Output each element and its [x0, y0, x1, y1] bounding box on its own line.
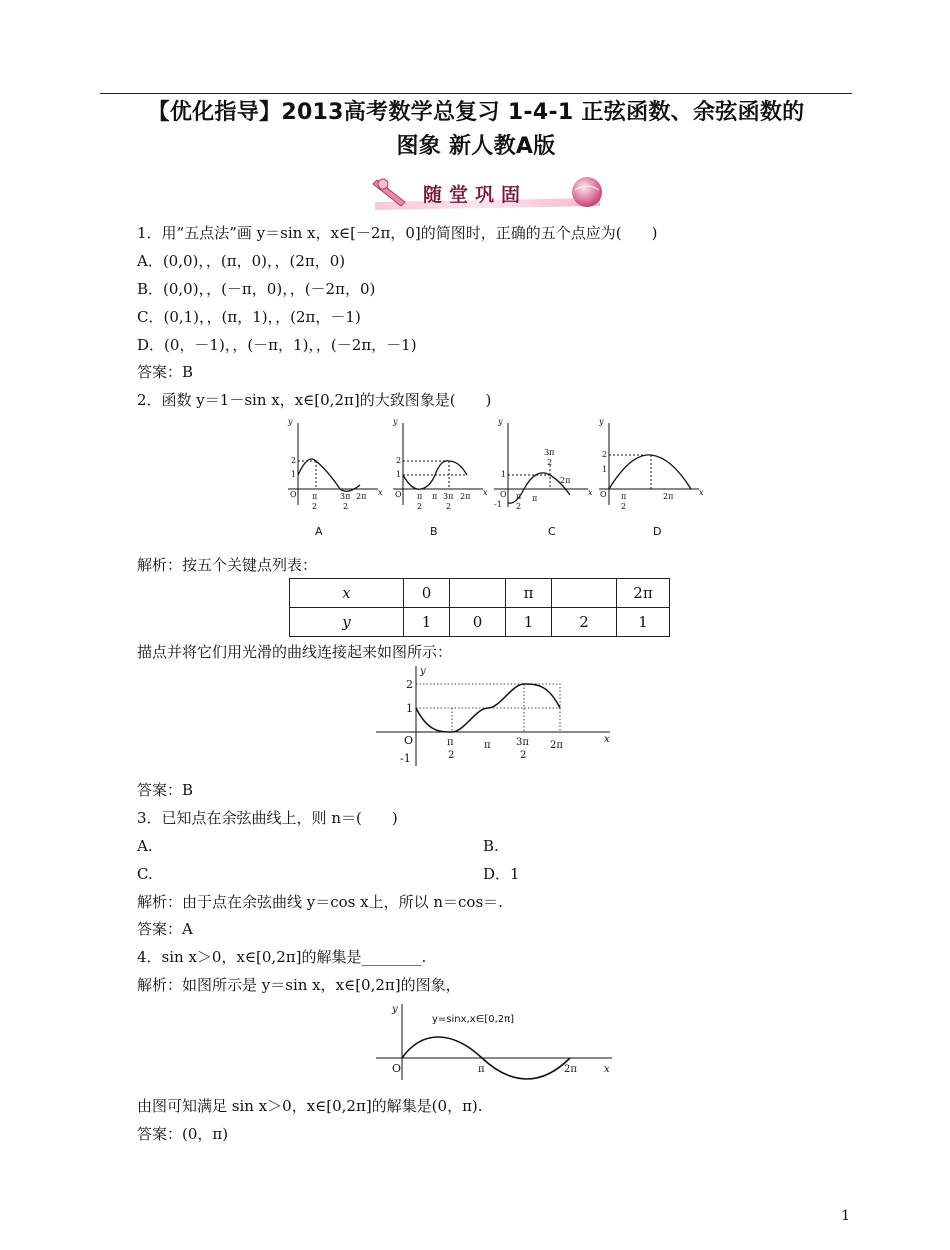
- svg-text:1: 1: [396, 470, 402, 479]
- svg-text:π: π: [312, 492, 318, 501]
- graph-label-d: D: [653, 525, 662, 538]
- q3-analysis: 解析：由于点在余弦曲线 y＝cos x上，所以 n＝cos＝.: [137, 893, 503, 911]
- svg-text:π: π: [484, 740, 491, 751]
- svg-text:x: x: [699, 488, 704, 497]
- q2-stem: 2．函数 y＝1－sin x，x∈[0,2π]的大致图象是( ): [137, 391, 492, 409]
- svg-text:y: y: [392, 1004, 398, 1015]
- table-row: [290, 608, 670, 637]
- q1-option-a: A．(0,0)，，(π，0)，，(2π，0): [137, 252, 346, 270]
- svg-text:1: 1: [291, 470, 297, 479]
- globe-icon: [572, 177, 602, 207]
- q3-option-c: C.: [137, 865, 153, 883]
- svg-text:O: O: [600, 490, 607, 499]
- svg-text:π: π: [447, 737, 454, 748]
- table-cell: 1: [617, 608, 670, 637]
- svg-text:2: 2: [547, 458, 553, 467]
- q2-solution-graph: [370, 662, 620, 770]
- svg-text:2: 2: [446, 502, 452, 511]
- svg-text:π: π: [532, 494, 538, 503]
- svg-text:3π: 3π: [516, 737, 529, 748]
- table-row: [290, 579, 670, 608]
- svg-text:2: 2: [417, 502, 423, 511]
- banner-text: 随堂巩固: [423, 184, 528, 206]
- table-cell: [552, 579, 617, 608]
- svg-text:π: π: [417, 492, 423, 501]
- q1-answer: 答案：B: [137, 363, 194, 381]
- q2-analysis: 解析：按五个关键点列表：: [137, 556, 318, 574]
- q4-answer: 答案：(0，π): [137, 1125, 229, 1143]
- svg-text:2: 2: [520, 750, 527, 761]
- svg-text:2π: 2π: [356, 492, 367, 501]
- svg-text:x: x: [604, 1064, 610, 1075]
- svg-text:x: x: [378, 488, 383, 497]
- graph-d: [598, 417, 704, 538]
- header-rule: [100, 93, 852, 94]
- graph-label-a: A: [315, 525, 323, 538]
- table-cell: 2: [552, 608, 617, 637]
- svg-text:2: 2: [312, 502, 318, 511]
- table-cell: y: [290, 608, 404, 637]
- svg-text:1: 1: [602, 465, 608, 474]
- svg-text:x: x: [604, 734, 610, 745]
- q2-answer: 答案：B: [137, 781, 194, 799]
- graph-label-b: B: [430, 525, 438, 538]
- q1-option-d: D．(0，－1)，，(－π，1)，，(－2π，－1): [137, 336, 417, 354]
- q4-conclusion: 由图可知满足 sin x＞0，x∈[0,2π]的解集是(0，π).: [137, 1097, 483, 1115]
- svg-text:3π: 3π: [443, 492, 454, 501]
- q4-sine-graph: [372, 1000, 622, 1085]
- q3-option-a: A.: [137, 837, 153, 855]
- page-number: 1: [841, 1208, 850, 1224]
- svg-text:O: O: [290, 490, 297, 499]
- q3-answer: 答案：A: [137, 920, 193, 938]
- table-cell: 1: [404, 608, 450, 637]
- svg-text:2π: 2π: [460, 492, 471, 501]
- table-cell: x: [290, 579, 404, 608]
- q1-option-c: C．(0,1)，，(π，1)，，(2π，－1): [137, 308, 361, 326]
- svg-text:O: O: [392, 1062, 402, 1075]
- q1-stem: 1．用“五点法”画 y＝sin x，x∈[－2π，0]的简图时，正确的五个点应为( ): [137, 224, 658, 242]
- svg-text:1: 1: [501, 470, 507, 479]
- table-cell: 1: [506, 608, 552, 637]
- svg-text:y: y: [498, 417, 503, 426]
- svg-text:2: 2: [602, 450, 608, 459]
- svg-text:-1: -1: [494, 500, 502, 509]
- svg-text:2: 2: [343, 502, 349, 511]
- svg-text:2: 2: [406, 678, 413, 691]
- q1-option-b: B．(0,0)，，(－π，0)，，(－2π，0): [137, 280, 376, 298]
- svg-text:π: π: [621, 492, 627, 501]
- svg-text:O: O: [395, 490, 402, 499]
- svg-text:y: y: [599, 417, 604, 426]
- q3-option-b: B.: [483, 837, 499, 855]
- svg-text:-1: -1: [400, 752, 411, 765]
- svg-text:1: 1: [406, 702, 413, 715]
- title-line-1: 【优化指导】2013高考数学总复习 1-4-1 正弦函数、余弦函数的: [147, 100, 805, 125]
- table-cell: 0: [404, 579, 450, 608]
- svg-text:O: O: [500, 490, 507, 499]
- graph-b: [392, 417, 488, 538]
- q4-graph-label: y=sinx,x∈[0,2π]: [432, 1014, 515, 1025]
- svg-text:x: x: [483, 488, 488, 497]
- table-cell: π: [506, 579, 552, 608]
- svg-text:2: 2: [516, 502, 522, 511]
- svg-text:2: 2: [396, 456, 402, 465]
- svg-text:x: x: [588, 488, 593, 497]
- q4-stem: 4．sin x＞0，x∈[0,2π]的解集是________.: [137, 948, 427, 966]
- svg-text:2π: 2π: [560, 476, 571, 485]
- svg-text:2: 2: [621, 502, 627, 511]
- q3-option-d: D．1: [483, 865, 520, 883]
- svg-text:2: 2: [448, 750, 455, 761]
- q2-after-table: 描点并将它们用光滑的曲线连接起来如图所示：: [137, 643, 453, 661]
- table-cell: [450, 579, 506, 608]
- graph-a: [287, 417, 383, 538]
- q2-option-graphs: [280, 415, 710, 545]
- svg-text:2: 2: [291, 456, 297, 465]
- svg-text:O: O: [404, 734, 414, 747]
- title-line-2: 图象 新人教A版: [396, 134, 556, 159]
- key-points-table: [289, 578, 670, 637]
- q4-analysis: 解析：如图所示是 y＝sin x，x∈[0,2π]的图象，: [137, 976, 461, 994]
- table-cell: 0: [450, 608, 506, 637]
- q3-stem: 3．已知点在余弦曲线上，则 n＝( ): [137, 809, 398, 827]
- svg-text:y: y: [393, 417, 398, 426]
- svg-text:2π: 2π: [564, 1064, 577, 1075]
- svg-text:y: y: [288, 417, 293, 426]
- svg-text:π: π: [516, 492, 522, 501]
- section-banner: [365, 172, 615, 214]
- graph-label-c: C: [548, 525, 556, 538]
- svg-text:2π: 2π: [550, 740, 563, 751]
- svg-text:π: π: [432, 492, 438, 501]
- document-title: [100, 96, 852, 164]
- graph-c: [494, 417, 593, 538]
- table-cell: 2π: [617, 579, 670, 608]
- svg-text:3π: 3π: [340, 492, 351, 501]
- svg-text:2π: 2π: [663, 492, 674, 501]
- svg-text:y: y: [420, 666, 426, 677]
- svg-text:π: π: [478, 1064, 485, 1075]
- svg-text:3π: 3π: [544, 448, 555, 457]
